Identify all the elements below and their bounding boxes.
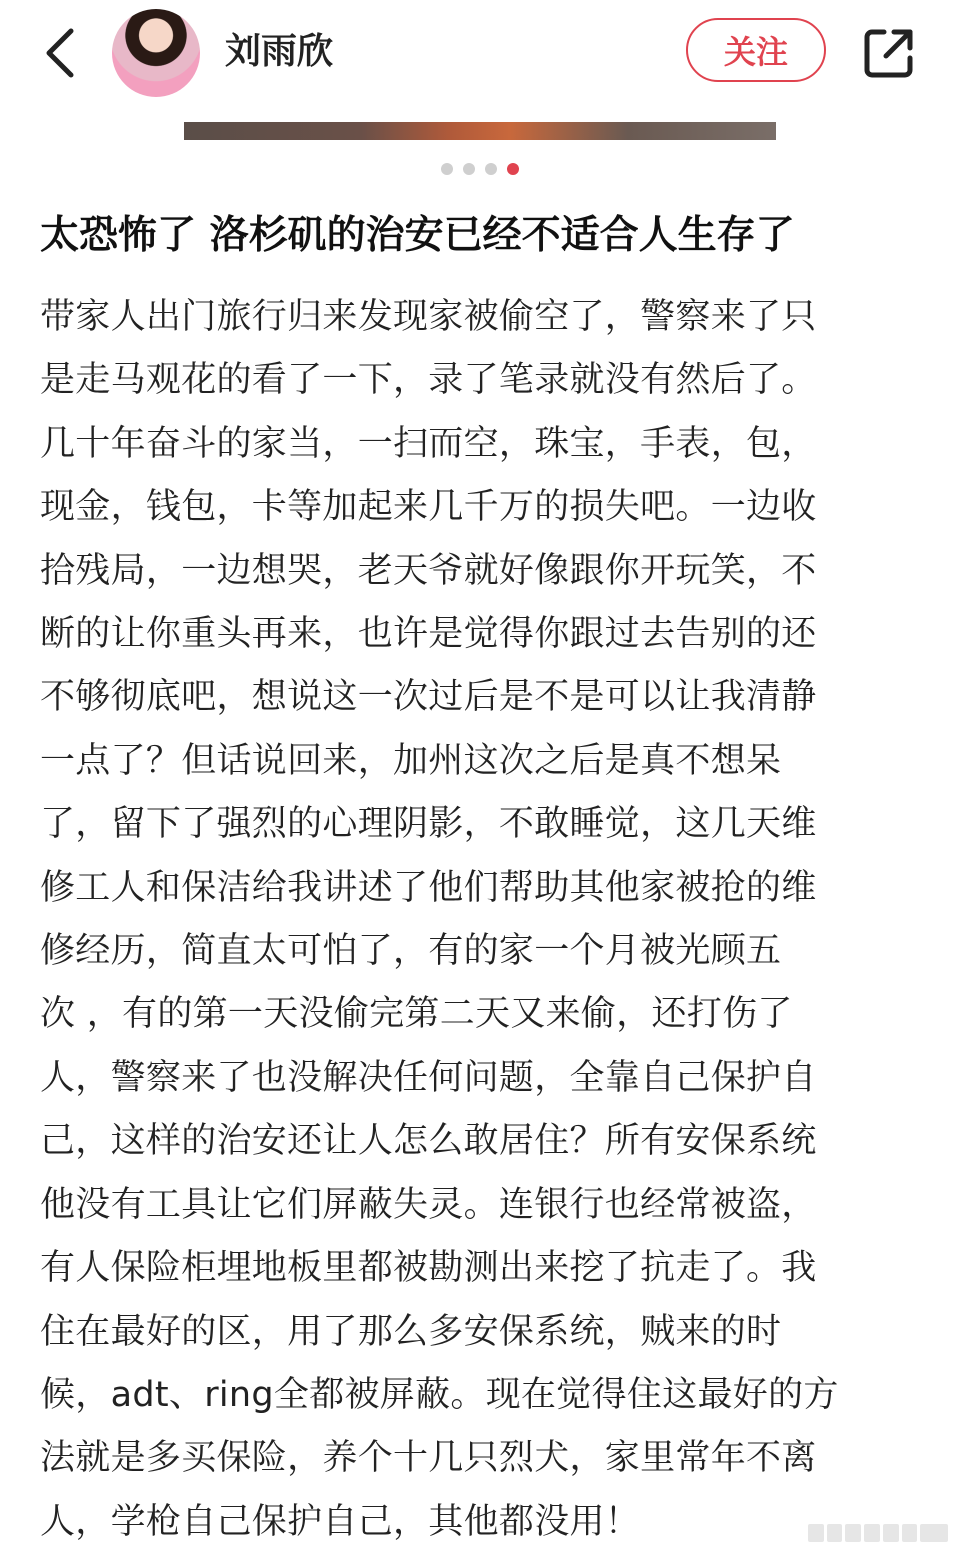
avatar[interactable] (112, 9, 200, 97)
carousel-indicator (0, 163, 960, 177)
post-body-line: 法就是多买保险，养个十几只烈犬，家里常年不离 (40, 1438, 817, 1479)
post-body-line: 一点了？但话说回来，加州这次之后是真不想呆 (40, 740, 782, 781)
username[interactable]: 刘雨欣 (225, 31, 334, 72)
carousel-dot[interactable] (507, 163, 519, 175)
post-body-line: 住在最好的区，用了那么多安保系统，贼来的时 (40, 1311, 782, 1352)
share-external-icon (862, 26, 916, 80)
post-body-line: 人，学枪自己保护自己，其他都没用！ (40, 1501, 641, 1542)
back-button[interactable] (30, 18, 90, 88)
post-image-bottom-edge[interactable] (184, 122, 776, 140)
post-body-line: 了，留下了强烈的心理阴影，不敢睡觉，这几天维 (40, 804, 817, 845)
post-body-line: 人，警察来了也没解决任何问题，全靠自己保护自 (40, 1057, 817, 1098)
watermark (808, 1520, 948, 1546)
post-body-line: 现金，钱包，卡等加起来几千万的损失吧。一边收 (40, 487, 817, 528)
post-body-line: 修经历，简直太可怕了，有的家一个月被光顾五 (40, 931, 782, 972)
follow-button[interactable]: 关注 (686, 18, 826, 82)
post-body-line: 拾残局，一边想哭，老天爷就好像跟你开玩笑，不 (40, 550, 817, 591)
carousel-dot[interactable] (463, 163, 475, 175)
carousel-dot[interactable] (441, 163, 453, 175)
carousel-dot[interactable] (485, 163, 497, 175)
post-body-line: 己，这样的治安还让人怎么敢居住？所有安保系统 (40, 1121, 817, 1162)
post-body-line: 修工人和保洁给我讲述了他们帮助其他家被抢的维 (40, 867, 817, 908)
top-bar (0, 0, 960, 110)
post-body-line: 带家人出门旅行归来发现家被偷空了，警察来了只 (40, 297, 817, 337)
share-button[interactable] (858, 22, 920, 84)
chevron-left-icon (43, 27, 77, 79)
post-body-line: 不够彻底吧，想说这一次过后是不是可以让我清静 (40, 677, 817, 718)
post-body-line: 几十年奋斗的家当，一扫而空，珠宝，手表，包， (40, 423, 817, 464)
post-body-line: 次 ，有的第一天没偷完第二天又来偷，还打伤了 (40, 994, 793, 1035)
post-body-line: 是走马观花的看了一下，录了笔录就没有然后了。 (40, 360, 817, 401)
post-body-line: 候，adt、ring全都被屏蔽。现在觉得住这最好的方 (40, 1374, 839, 1415)
post-body-line: 他没有工具让它们屏蔽失灵。连银行也经常被盗， (40, 1184, 817, 1225)
post-body-line: 断的让你重头再来，也许是觉得你跟过去告别的还 (40, 614, 817, 655)
post-body (40, 286, 920, 1554)
post-body-line: 有人保险柜埋地板里都被勘测出来挖了抗走了。我 (40, 1248, 817, 1289)
post-title: 太恐怖了 洛杉矶的治安已经不适合人生存了 (40, 213, 795, 258)
